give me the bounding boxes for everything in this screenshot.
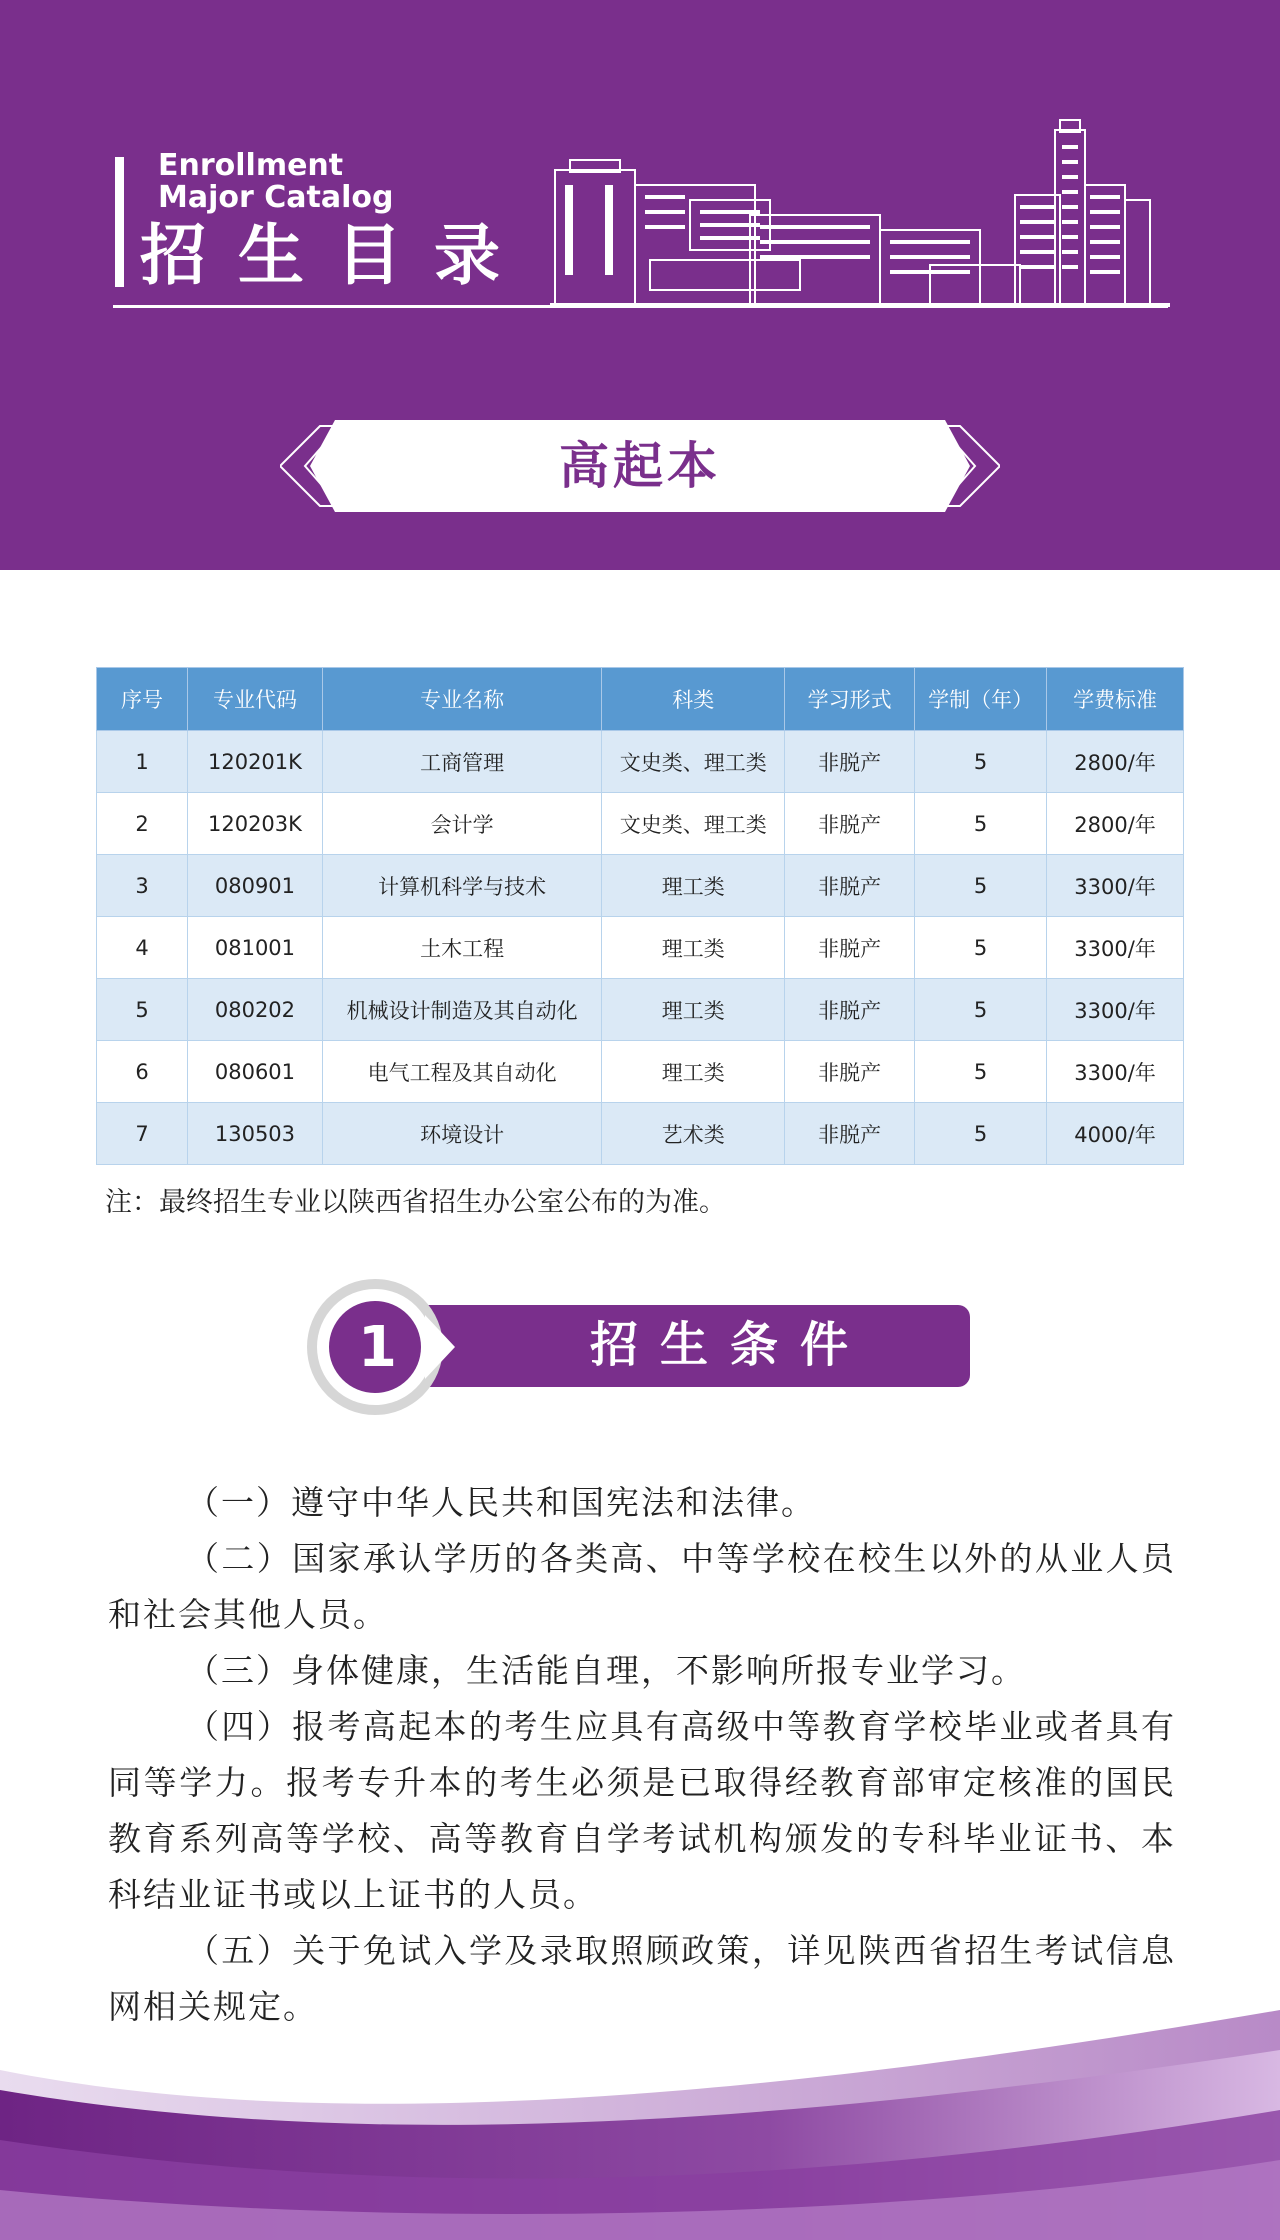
cell-major: 会计学 xyxy=(322,793,601,855)
table-row xyxy=(97,793,1184,855)
condition-item: （三）身体健康，生活能自理，不影响所报专业学习。 xyxy=(186,1651,1026,1690)
cell-code: 120203K xyxy=(188,793,323,855)
cell-study-mode: 非脱产 xyxy=(785,917,915,979)
table-note: 注：最终招生专业以陕西省招生办公室公布的为准。 xyxy=(105,1187,726,1218)
bottom-wave-decoration xyxy=(0,1990,1280,2240)
table-row xyxy=(97,731,1184,793)
cell-duration: 5 xyxy=(915,1041,1047,1103)
condition-item: （五）关于免试入学及录取照顾政策，详见陕西省招生考试信息网相关规定。 xyxy=(108,1931,1176,2026)
table-row xyxy=(97,1041,1184,1103)
cell-duration: 5 xyxy=(915,979,1047,1041)
condition-item: （一）遵守中华人民共和国宪法和法律。 xyxy=(186,1483,816,1522)
cell-tuition: 2800/年 xyxy=(1047,793,1184,855)
cell-category: 文史类、理工类 xyxy=(602,731,785,793)
cell-major: 机械设计制造及其自动化 xyxy=(322,979,601,1041)
table-row xyxy=(97,1103,1184,1165)
section-number: 1 xyxy=(358,1315,397,1380)
cell-major: 电气工程及其自动化 xyxy=(322,1041,601,1103)
cell-category: 理工类 xyxy=(602,855,785,917)
conditions-list xyxy=(108,1475,1176,2035)
cell-tuition: 4000/年 xyxy=(1047,1103,1184,1165)
cell-duration: 5 xyxy=(915,793,1047,855)
banner-title: 高起本 xyxy=(559,437,721,495)
cell-code: 080901 xyxy=(188,855,323,917)
cell-study-mode: 非脱产 xyxy=(785,855,915,917)
english-title-line1: Enrollment xyxy=(158,148,344,183)
table-row xyxy=(97,979,1184,1041)
header-cell: 学习形式 xyxy=(785,668,915,731)
cell-category: 艺术类 xyxy=(602,1103,785,1165)
table-row xyxy=(97,917,1184,979)
header-cell: 学制（年） xyxy=(915,668,1047,731)
cell-index: 5 xyxy=(97,979,188,1041)
header-cell: 专业名称 xyxy=(322,668,601,731)
condition-item: （二）国家承认学历的各类高、中等学校在校生以外的从业人员和社会其他人员。 xyxy=(108,1539,1176,1634)
header-panel xyxy=(0,0,1280,570)
table-header-row xyxy=(97,668,1184,731)
cell-category: 理工类 xyxy=(602,1041,785,1103)
chinese-title: 招生目录 xyxy=(140,216,532,294)
cell-major: 工商管理 xyxy=(322,731,601,793)
cell-category: 理工类 xyxy=(602,917,785,979)
cell-study-mode: 非脱产 xyxy=(785,731,915,793)
cell-index: 3 xyxy=(97,855,188,917)
cell-tuition: 3300/年 xyxy=(1047,917,1184,979)
cell-index: 7 xyxy=(97,1103,188,1165)
cell-tuition: 3300/年 xyxy=(1047,855,1184,917)
cell-index: 6 xyxy=(97,1041,188,1103)
condition-item: （四）报考高起本的考生应具有高级中等教育学校毕业或者具有同等学力。报考专升本的考生必须是已取得经教育部审定核准的国民教育系列高等学校、高等教育自学考试机构颁发的专科毕业证书、本科结业证书或以上证书的人员。 xyxy=(108,1707,1176,1914)
cell-code: 120201K xyxy=(188,731,323,793)
cell-study-mode: 非脱产 xyxy=(785,1103,915,1165)
cell-duration: 5 xyxy=(915,855,1047,917)
cell-duration: 5 xyxy=(915,731,1047,793)
cell-code: 080601 xyxy=(188,1041,323,1103)
campus-building-illustration xyxy=(550,115,1170,310)
cell-duration: 5 xyxy=(915,1103,1047,1165)
english-title-line2: Major Catalog xyxy=(158,180,394,215)
cell-index: 4 xyxy=(97,917,188,979)
cell-duration: 5 xyxy=(915,917,1047,979)
header-cell: 专业代码 xyxy=(188,668,323,731)
table-row xyxy=(97,855,1184,917)
english-title xyxy=(158,150,393,214)
cell-tuition: 3300/年 xyxy=(1047,979,1184,1041)
cell-index: 2 xyxy=(97,793,188,855)
cell-study-mode: 非脱产 xyxy=(785,793,915,855)
major-table xyxy=(96,667,1184,1165)
cell-index: 1 xyxy=(97,731,188,793)
cell-code: 081001 xyxy=(188,917,323,979)
cell-category: 理工类 xyxy=(602,979,785,1041)
cell-tuition: 3300/年 xyxy=(1047,1041,1184,1103)
header-cell: 序号 xyxy=(97,668,188,731)
cell-study-mode: 非脱产 xyxy=(785,1041,915,1103)
cell-category: 文史类、理工类 xyxy=(602,793,785,855)
cell-major: 计算机科学与技术 xyxy=(322,855,601,917)
header-cell: 学费标准 xyxy=(1047,668,1184,731)
cell-code: 130503 xyxy=(188,1103,323,1165)
header-cell: 科类 xyxy=(602,668,785,731)
title-bar-accent xyxy=(115,157,124,287)
section-title: 招生条件 xyxy=(589,1317,870,1373)
cell-study-mode: 非脱产 xyxy=(785,979,915,1041)
cell-tuition: 2800/年 xyxy=(1047,731,1184,793)
cell-major: 土木工程 xyxy=(322,917,601,979)
cell-major: 环境设计 xyxy=(322,1103,601,1165)
cell-code: 080202 xyxy=(188,979,323,1041)
